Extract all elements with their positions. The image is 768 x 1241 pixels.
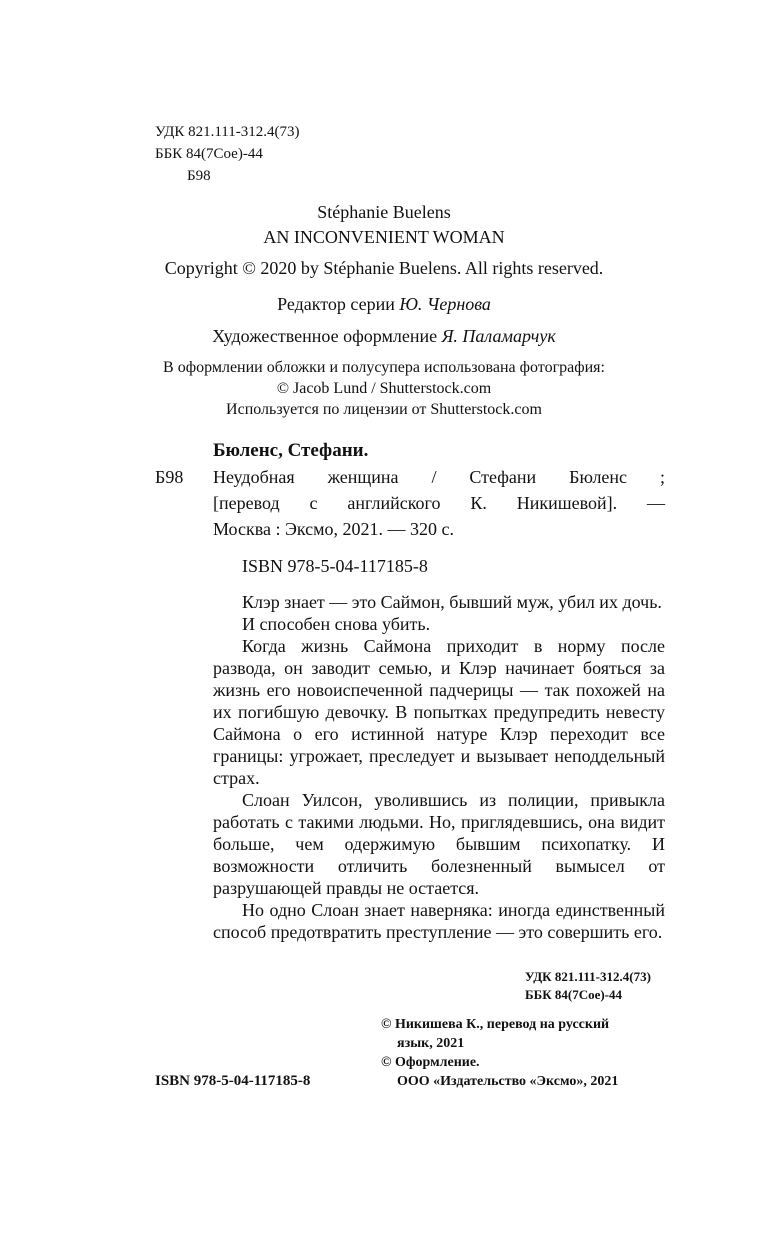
- annotation: [213, 591, 665, 943]
- original-copyright: Copyright © 2020 by Stéphanie Buelens. All rights reserved.: [164, 258, 604, 278]
- catalog-heading: Бюленс, Стефани.: [213, 440, 369, 461]
- annotation-paragraph: И способен снова убить.: [242, 614, 431, 634]
- header-bbk: ББК 84(7Сое)-44: [155, 146, 263, 162]
- annotation-paragraph: Слоан Уилсон, уволившись из полиции, привыкла работать с такими людьми. Но, приглядевшись, она видит больше, чем одержимую бывшим психопатку. И возможности отличить болезненный вымысел от разрушающей правды не остается.: [213, 790, 665, 898]
- photo-credit-line2: © Jacob Lund / Shutterstock.com: [276, 380, 492, 397]
- original-title: AN INCONVENIENT WOMAN: [263, 227, 505, 247]
- footer-copyright-translation: © Никишева К., перевод на русский: [381, 1017, 610, 1032]
- header-udk: УДК 821.111-312.4(73): [155, 124, 300, 140]
- footer-udk: УДК 821.111-312.4(73): [525, 969, 651, 984]
- catalog-line3: Москва : Эксмо, 2021. — 320 с.: [213, 519, 455, 539]
- catalog-line2: [перевод с английского К. Никишевой]. —: [213, 493, 665, 513]
- footer-copyright-design: © Оформление.: [381, 1055, 480, 1070]
- series-editor-label: Редактор серии: [277, 294, 400, 314]
- footer-isbn: ISBN 978-5-04-117185-8: [155, 1073, 311, 1089]
- annotation-paragraph: Но одно Слоан знает наверняка: иногда единственный способ предотвратить преступление — это совершить его.: [213, 900, 665, 942]
- photo-credit-line3: Используется по лицензии от Shutterstock.com: [226, 401, 542, 418]
- footer-publisher: ООО «Издательство «Эксмо», 2021: [397, 1074, 619, 1089]
- art-design: [0, 326, 768, 347]
- catalog-isbn: ISBN 978-5-04-117185-8: [242, 556, 428, 576]
- annotation-paragraph: Когда жизнь Саймона приходит в норму после развода, он заводит семью, и Клэр начинает бояться за жизнь его новоиспеченной падчерицы — так похожей на их погибшую девочку. В попытках предупредить невесту Саймона о его истинной натуре Клэр переходит все границы: угрожает, преследует и вызывает неподдельный страх.: [213, 636, 665, 788]
- footer-bbk: ББК 84(7Сое)-44: [525, 987, 623, 1002]
- catalog-code: Б98: [155, 467, 184, 487]
- photo-credit-line1: В оформлении обложки и полусупера использована фотография:: [163, 359, 605, 376]
- footer-copyright-translation-cont: язык, 2021: [397, 1036, 465, 1051]
- series-editor-name: Ю. Чернова: [399, 294, 491, 314]
- original-author: Stéphanie Buelens: [317, 202, 451, 222]
- header-code: Б98: [187, 168, 211, 184]
- art-design-name: Я. Паламарчук: [441, 326, 556, 346]
- annotation-paragraph: Клэр знает — это Саймон, бывший муж, убил их дочь.: [242, 592, 662, 612]
- art-design-label: Художественное оформление: [212, 326, 442, 346]
- series-editor: [0, 294, 768, 315]
- catalog-line1: Неудобная женщина / Стефани Бюленс ;: [213, 467, 665, 487]
